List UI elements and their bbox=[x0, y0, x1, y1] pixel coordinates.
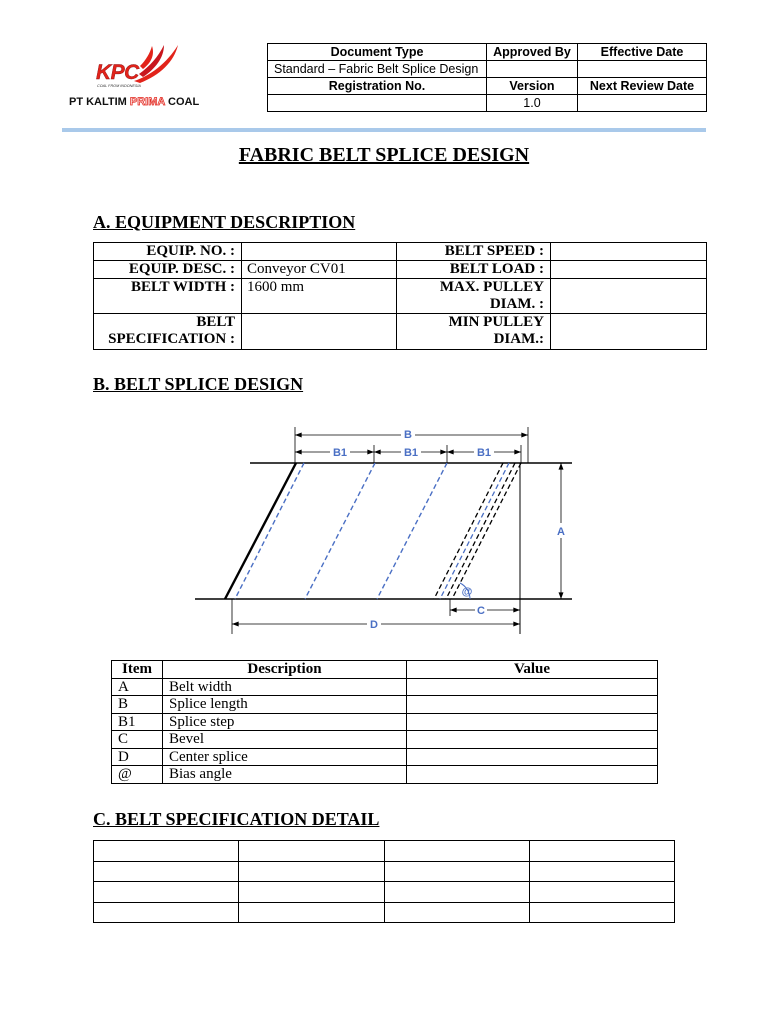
spec-cell bbox=[385, 841, 530, 862]
section-a-heading: A. EQUIPMENT DESCRIPTION bbox=[93, 212, 356, 232]
splice-start-edge bbox=[225, 463, 296, 599]
company-name-highlight: PRIMA bbox=[129, 96, 165, 108]
logo-tagline: COAL FROM INDONESIA bbox=[97, 83, 141, 88]
max-pulley-diam-label: MAX. PULLEY DIAM. : bbox=[397, 279, 551, 314]
description-cell: Center splice bbox=[163, 748, 407, 766]
max-pulley-diam-value bbox=[551, 279, 707, 314]
spec-cell bbox=[239, 861, 385, 882]
description-cell: Belt width bbox=[163, 678, 407, 696]
item-column-header: Item bbox=[112, 661, 163, 679]
value-cell bbox=[407, 748, 658, 766]
table-row bbox=[112, 713, 658, 731]
table-row bbox=[94, 902, 675, 923]
table-row bbox=[94, 841, 675, 862]
belt-specification-detail-table bbox=[93, 840, 675, 923]
next-review-date-label: Next Review Date bbox=[578, 78, 707, 95]
item-cell: C bbox=[112, 731, 163, 749]
kpc-brand-mark: KPC bbox=[96, 61, 139, 84]
belt-load-value bbox=[551, 261, 707, 279]
equip-desc-label: EQUIP. DESC. : bbox=[94, 261, 242, 279]
belt-width-label: BELT WIDTH : bbox=[94, 279, 242, 314]
dimension-label-b1: B1 bbox=[332, 447, 348, 459]
splice-items-table bbox=[111, 660, 658, 784]
company-name bbox=[69, 96, 199, 108]
dimension-label-b1: B1 bbox=[476, 447, 492, 459]
belt-load-label: BELT LOAD : bbox=[397, 261, 551, 279]
next-review-date-value bbox=[578, 95, 707, 112]
table-row bbox=[112, 748, 658, 766]
table-row bbox=[94, 882, 675, 903]
ply-step-line bbox=[305, 463, 375, 599]
spec-cell bbox=[94, 882, 239, 903]
value-cell bbox=[407, 766, 658, 784]
spec-cell bbox=[385, 861, 530, 882]
document-type-value: Standard – Fabric Belt Splice Design bbox=[268, 61, 487, 78]
equipment-description-table bbox=[93, 242, 707, 350]
header-divider bbox=[62, 128, 706, 132]
spec-cell bbox=[94, 861, 239, 882]
table-row bbox=[268, 78, 707, 95]
effective-date-label: Effective Date bbox=[578, 44, 707, 61]
dimension-label-a: A bbox=[557, 526, 565, 538]
belt-width-value: 1600 mm bbox=[242, 279, 397, 314]
spec-cell bbox=[385, 902, 530, 923]
registration-no-value bbox=[268, 95, 487, 112]
value-column-header: Value bbox=[407, 661, 658, 679]
effective-date-value bbox=[578, 61, 707, 78]
table-row bbox=[268, 61, 707, 78]
description-cell: Splice step bbox=[163, 713, 407, 731]
ply-step-line bbox=[235, 463, 304, 599]
spec-cell bbox=[239, 841, 385, 862]
table-row bbox=[112, 731, 658, 749]
table-row bbox=[94, 279, 707, 314]
approved-by-label: Approved By bbox=[487, 44, 578, 61]
dimension-label-b1: B1 bbox=[403, 447, 419, 459]
value-cell bbox=[407, 731, 658, 749]
description-cell: Splice length bbox=[163, 696, 407, 714]
table-row bbox=[94, 314, 707, 350]
item-cell: B bbox=[112, 696, 163, 714]
min-pulley-diam-label: MIN PULLEY DIAM.: bbox=[397, 314, 551, 350]
equip-no-value bbox=[242, 243, 397, 261]
registration-no-label: Registration No. bbox=[268, 78, 487, 95]
item-cell: D bbox=[112, 748, 163, 766]
description-cell: Bevel bbox=[163, 731, 407, 749]
description-cell: Bias angle bbox=[163, 766, 407, 784]
value-cell bbox=[407, 713, 658, 731]
spec-cell bbox=[385, 882, 530, 903]
spec-cell bbox=[530, 882, 675, 903]
dimension-label-d: D bbox=[370, 619, 378, 631]
section-c-heading: C. BELT SPECIFICATION DETAIL bbox=[93, 809, 380, 829]
min-pulley-diam-value bbox=[551, 314, 707, 350]
belt-specification-label: BELT SPECIFICATION : bbox=[94, 314, 242, 350]
table-row bbox=[94, 261, 707, 279]
item-cell: @ bbox=[112, 766, 163, 784]
splice-end-line bbox=[440, 463, 509, 599]
spec-cell bbox=[239, 882, 385, 903]
document-control-table bbox=[267, 43, 707, 112]
value-cell bbox=[407, 696, 658, 714]
value-cell bbox=[407, 678, 658, 696]
belt-splice-diagram bbox=[190, 418, 590, 640]
ply-step-line bbox=[377, 463, 447, 599]
version-value: 1.0 bbox=[487, 95, 578, 112]
company-name-prefix: PT KALTIM bbox=[69, 96, 127, 108]
splice-end-line bbox=[434, 463, 503, 599]
table-row bbox=[94, 861, 675, 882]
document-type-label: Document Type bbox=[268, 44, 487, 61]
item-cell: A bbox=[112, 678, 163, 696]
item-cell: B1 bbox=[112, 713, 163, 731]
approved-by-value bbox=[487, 61, 578, 78]
page-title: FABRIC BELT SPLICE DESIGN bbox=[238, 144, 530, 166]
table-row bbox=[112, 766, 658, 784]
belt-speed-value bbox=[551, 243, 707, 261]
spec-cell bbox=[94, 902, 239, 923]
company-name-suffix: COAL bbox=[168, 96, 200, 108]
spec-cell bbox=[239, 902, 385, 923]
table-row bbox=[268, 95, 707, 112]
table-row bbox=[112, 696, 658, 714]
spec-cell bbox=[530, 902, 675, 923]
spec-cell bbox=[530, 841, 675, 862]
description-column-header: Description bbox=[163, 661, 407, 679]
dimension-label-b: B bbox=[404, 429, 412, 441]
spec-cell bbox=[94, 841, 239, 862]
equip-desc-value: Conveyor CV01 bbox=[242, 261, 397, 279]
section-b-heading: B. BELT SPLICE DESIGN bbox=[93, 374, 304, 394]
equip-no-label: EQUIP. NO. : bbox=[94, 243, 242, 261]
belt-speed-label: BELT SPEED : bbox=[397, 243, 551, 261]
belt-specification-value bbox=[242, 314, 397, 350]
dimension-label-c: C bbox=[477, 605, 485, 617]
splice-end-line bbox=[452, 463, 521, 599]
splice-end-line bbox=[446, 463, 515, 599]
table-header-row bbox=[112, 661, 658, 679]
bias-angle-label: @ bbox=[461, 586, 473, 598]
version-label: Version bbox=[487, 78, 578, 95]
table-row bbox=[112, 678, 658, 696]
spec-cell bbox=[530, 861, 675, 882]
table-row bbox=[268, 44, 707, 61]
table-row bbox=[94, 243, 707, 261]
